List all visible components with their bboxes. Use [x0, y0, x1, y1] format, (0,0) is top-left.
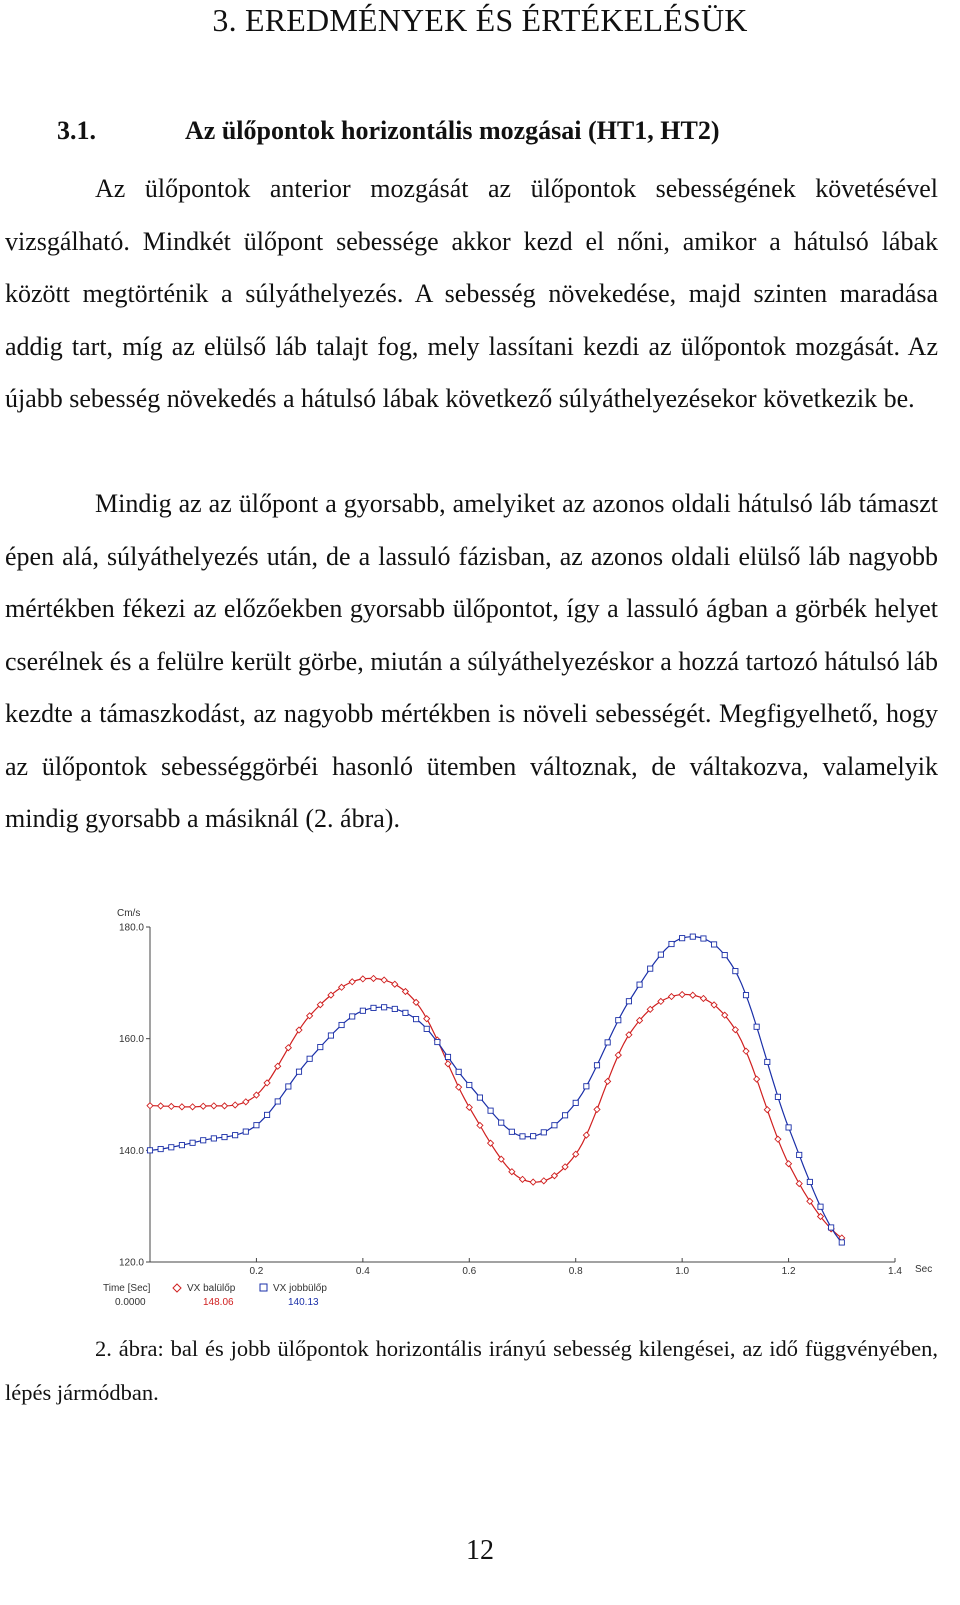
data-point-square: [371, 1005, 376, 1010]
y-tick-label: 140.0: [118, 1145, 144, 1157]
x-tick-label: 0.4: [355, 1266, 370, 1277]
x-tick-label: 0.6: [462, 1266, 477, 1277]
data-point-square: [669, 941, 674, 946]
data-point-square: [328, 1033, 333, 1038]
data-point-diamond: [530, 1179, 536, 1185]
data-point-diamond: [796, 1181, 802, 1187]
data-point-square: [520, 1134, 525, 1139]
data-point-square: [169, 1145, 174, 1150]
data-point-square: [307, 1056, 312, 1061]
section-number: 3.1.: [57, 116, 96, 145]
data-point-square: [477, 1095, 482, 1100]
data-point-diamond: [732, 1027, 738, 1033]
data-point-diamond: [615, 1052, 621, 1058]
data-point-diamond: [456, 1084, 462, 1090]
data-point-square: [382, 1005, 387, 1010]
data-point-square: [243, 1129, 248, 1134]
y-tick-label: 160.0: [118, 1034, 144, 1046]
series-layer: [147, 934, 845, 1245]
data-point-square: [754, 1024, 759, 1029]
data-point-diamond: [200, 1103, 206, 1109]
data-point-square: [765, 1059, 770, 1064]
data-point-diamond: [158, 1103, 164, 1109]
data-point-square: [318, 1044, 323, 1049]
data-point-diamond: [349, 979, 355, 985]
data-point-diamond: [488, 1140, 494, 1146]
legend-series-b-label: VX jobbülőp: [273, 1283, 327, 1294]
square-marker-icon: [260, 1284, 267, 1291]
data-point-square: [648, 966, 653, 971]
data-point-diamond: [275, 1063, 281, 1069]
legend-time-value: 0.0000: [115, 1297, 146, 1308]
y-axis-label: Cm/s: [117, 908, 141, 919]
legend-time-label: Time [Sec]: [103, 1283, 151, 1294]
data-point-diamond: [754, 1076, 760, 1082]
x-tick-label: 0.2: [249, 1266, 264, 1277]
data-point-square: [339, 1022, 344, 1027]
data-point-square: [541, 1130, 546, 1135]
paragraph-text: Az ülőpontok anterior mozgását az ülőpontok sebességének követésével vizsgálható. Mindkét ülőpont sebessége akkor kezd el nőni, amikor a hátulsó lábak között megtörténik a súlyáthelyezés. A sebesség növekedése, majd szinten maradása addig tart, míg az elülső láb talajt fog, mely lassítani kezdi az ülőpontok mozgását. Az újabb sebesség növekedés a hátulsó lábak következő súlyáthelyezésekor következik be.: [5, 174, 938, 413]
series-b: [147, 934, 844, 1245]
data-point-square: [456, 1069, 461, 1074]
data-point-square: [605, 1040, 610, 1045]
data-point-square: [222, 1134, 227, 1139]
data-point-square: [147, 1148, 152, 1153]
data-point-square: [403, 1010, 408, 1015]
data-point-square: [435, 1039, 440, 1044]
data-point-square: [179, 1143, 184, 1148]
data-point-diamond: [583, 1132, 589, 1138]
data-point-square: [658, 952, 663, 957]
series-line: [150, 937, 842, 1243]
legend-series-a-value: 148.06: [203, 1297, 234, 1308]
section-title: Az ülőpontok horizontális mozgásai (HT1, HT2): [185, 116, 720, 145]
data-point-square: [254, 1123, 259, 1128]
data-point-diamond: [520, 1176, 526, 1182]
x-ticks: [249, 1258, 902, 1277]
data-point-diamond: [211, 1103, 217, 1109]
data-point-square: [201, 1138, 206, 1143]
data-point-square: [626, 999, 631, 1004]
data-point-diamond: [594, 1106, 600, 1112]
data-point-square: [158, 1146, 163, 1151]
data-point-diamond: [700, 995, 706, 1001]
data-point-diamond: [679, 992, 685, 998]
data-point-square: [743, 993, 748, 998]
data-point-diamond: [190, 1104, 196, 1110]
data-point-square: [711, 942, 716, 947]
data-point-square: [797, 1152, 802, 1157]
data-point-square: [562, 1113, 567, 1118]
data-point-square: [509, 1129, 514, 1134]
data-point-square: [807, 1179, 812, 1184]
data-point-diamond: [285, 1045, 291, 1051]
data-point-square: [413, 1017, 418, 1022]
data-point-square: [392, 1006, 397, 1011]
data-point-diamond: [147, 1103, 153, 1109]
chapter-title: 3. EREDMÉNYEK ÉS ÉRTÉKELÉSÜK: [212, 2, 748, 38]
data-point-square: [264, 1112, 269, 1117]
data-point-diamond: [605, 1078, 611, 1084]
x-tick-label: 1.2: [781, 1266, 796, 1277]
chart-legend: [103, 1283, 327, 1308]
paragraph-text: Mindig az az ülőpont a gyorsabb, amelyiket az azonos oldali hátulsó láb támaszt épen alá, súlyáthelyezés után, de a lassuló fázisban, az azonos oldali elülső láb nagyobb mértékben fékezi az előzőekben gyorsabb ülőpontot, így a lassuló ágban a görbék helyet cserélnek és a felülre került görbe, miután a súlyáthelyezéskor a hozzá tartozó hátulsó láb kezdte a támaszkodást, az nagyobb mértékben is növeli sebességét. Megfigyelhető, hogy az ülőpontok sebességgörbéi hasonló ütemben változnak, de váltakozva, valamelyik mindig gyorsabb a másiknál (2. ábra).: [5, 489, 938, 833]
data-point-diamond: [243, 1099, 249, 1105]
velocity-chart: [95, 905, 945, 1315]
data-point-square: [839, 1240, 844, 1245]
y-ticks: [119, 923, 150, 1269]
series-line: [150, 978, 842, 1238]
data-point-square: [467, 1082, 472, 1087]
chart-canvas: [95, 905, 945, 1315]
data-point-square: [360, 1008, 365, 1013]
diamond-marker-icon: [173, 1284, 181, 1292]
data-point-diamond: [764, 1107, 770, 1113]
data-point-square: [424, 1026, 429, 1031]
data-point-square: [190, 1140, 195, 1145]
data-point-square: [733, 969, 738, 974]
data-point-diamond: [669, 994, 675, 1000]
data-point-diamond: [232, 1102, 238, 1108]
y-tick-label: 120.0: [118, 1257, 144, 1269]
data-point-square: [275, 1099, 280, 1104]
data-point-square: [211, 1136, 216, 1141]
data-point-diamond: [541, 1178, 547, 1184]
data-point-square: [722, 952, 727, 957]
data-point-square: [286, 1084, 291, 1089]
legend-series-b-value: 140.13: [288, 1297, 319, 1308]
data-point-square: [680, 936, 685, 941]
data-point-square: [296, 1069, 301, 1074]
figure-caption: 2. ábra: bal és jobb ülőpontok horizontális irányú sebesség kilengései, az idő függvényében, lépés jármódban.: [5, 1336, 938, 1405]
data-point-square: [488, 1108, 493, 1113]
data-point-diamond: [743, 1048, 749, 1054]
legend-series-a-label: VX balülőp: [187, 1283, 236, 1294]
page-number: 12: [466, 1535, 494, 1566]
data-point-square: [637, 982, 642, 987]
data-point-diamond: [222, 1103, 228, 1109]
data-point-diamond: [424, 1016, 430, 1022]
data-point-diamond: [381, 977, 387, 983]
data-point-diamond: [371, 975, 377, 981]
data-point-square: [573, 1100, 578, 1105]
paragraph-1: [5, 163, 938, 426]
data-point-diamond: [477, 1122, 483, 1128]
data-point-square: [531, 1134, 536, 1139]
data-point-square: [445, 1054, 450, 1059]
data-point-square: [818, 1204, 823, 1209]
data-point-square: [594, 1063, 599, 1068]
data-point-square: [499, 1120, 504, 1125]
data-point-square: [584, 1084, 589, 1089]
chart-axes: [117, 908, 932, 1277]
data-point-diamond: [690, 992, 696, 998]
x-tick-label: 1.4: [888, 1266, 902, 1277]
data-point-square: [690, 934, 695, 939]
data-point-diamond: [658, 998, 664, 1004]
data-point-square: [701, 936, 706, 941]
series-a: [147, 975, 845, 1241]
data-point-square: [350, 1014, 355, 1019]
data-point-square: [786, 1125, 791, 1130]
data-point-diamond: [179, 1104, 185, 1110]
x-tick-label: 0.8: [568, 1266, 583, 1277]
data-point-diamond: [168, 1103, 174, 1109]
x-axis-label: Sec: [915, 1264, 933, 1275]
data-point-diamond: [339, 984, 345, 990]
data-point-diamond: [392, 981, 398, 987]
data-point-square: [552, 1123, 557, 1128]
data-point-diamond: [775, 1136, 781, 1142]
data-point-diamond: [466, 1104, 472, 1110]
data-point-square: [616, 1018, 621, 1023]
data-point-diamond: [445, 1061, 451, 1067]
section-heading: [57, 116, 719, 146]
x-tick-label: 1.0: [675, 1266, 690, 1277]
data-point-square: [775, 1094, 780, 1099]
data-point-square: [829, 1225, 834, 1230]
data-point-diamond: [786, 1161, 792, 1167]
paragraph-2: [5, 478, 938, 846]
y-tick-label: 180.0: [118, 922, 144, 934]
data-point-diamond: [360, 976, 366, 982]
data-point-square: [233, 1133, 238, 1138]
